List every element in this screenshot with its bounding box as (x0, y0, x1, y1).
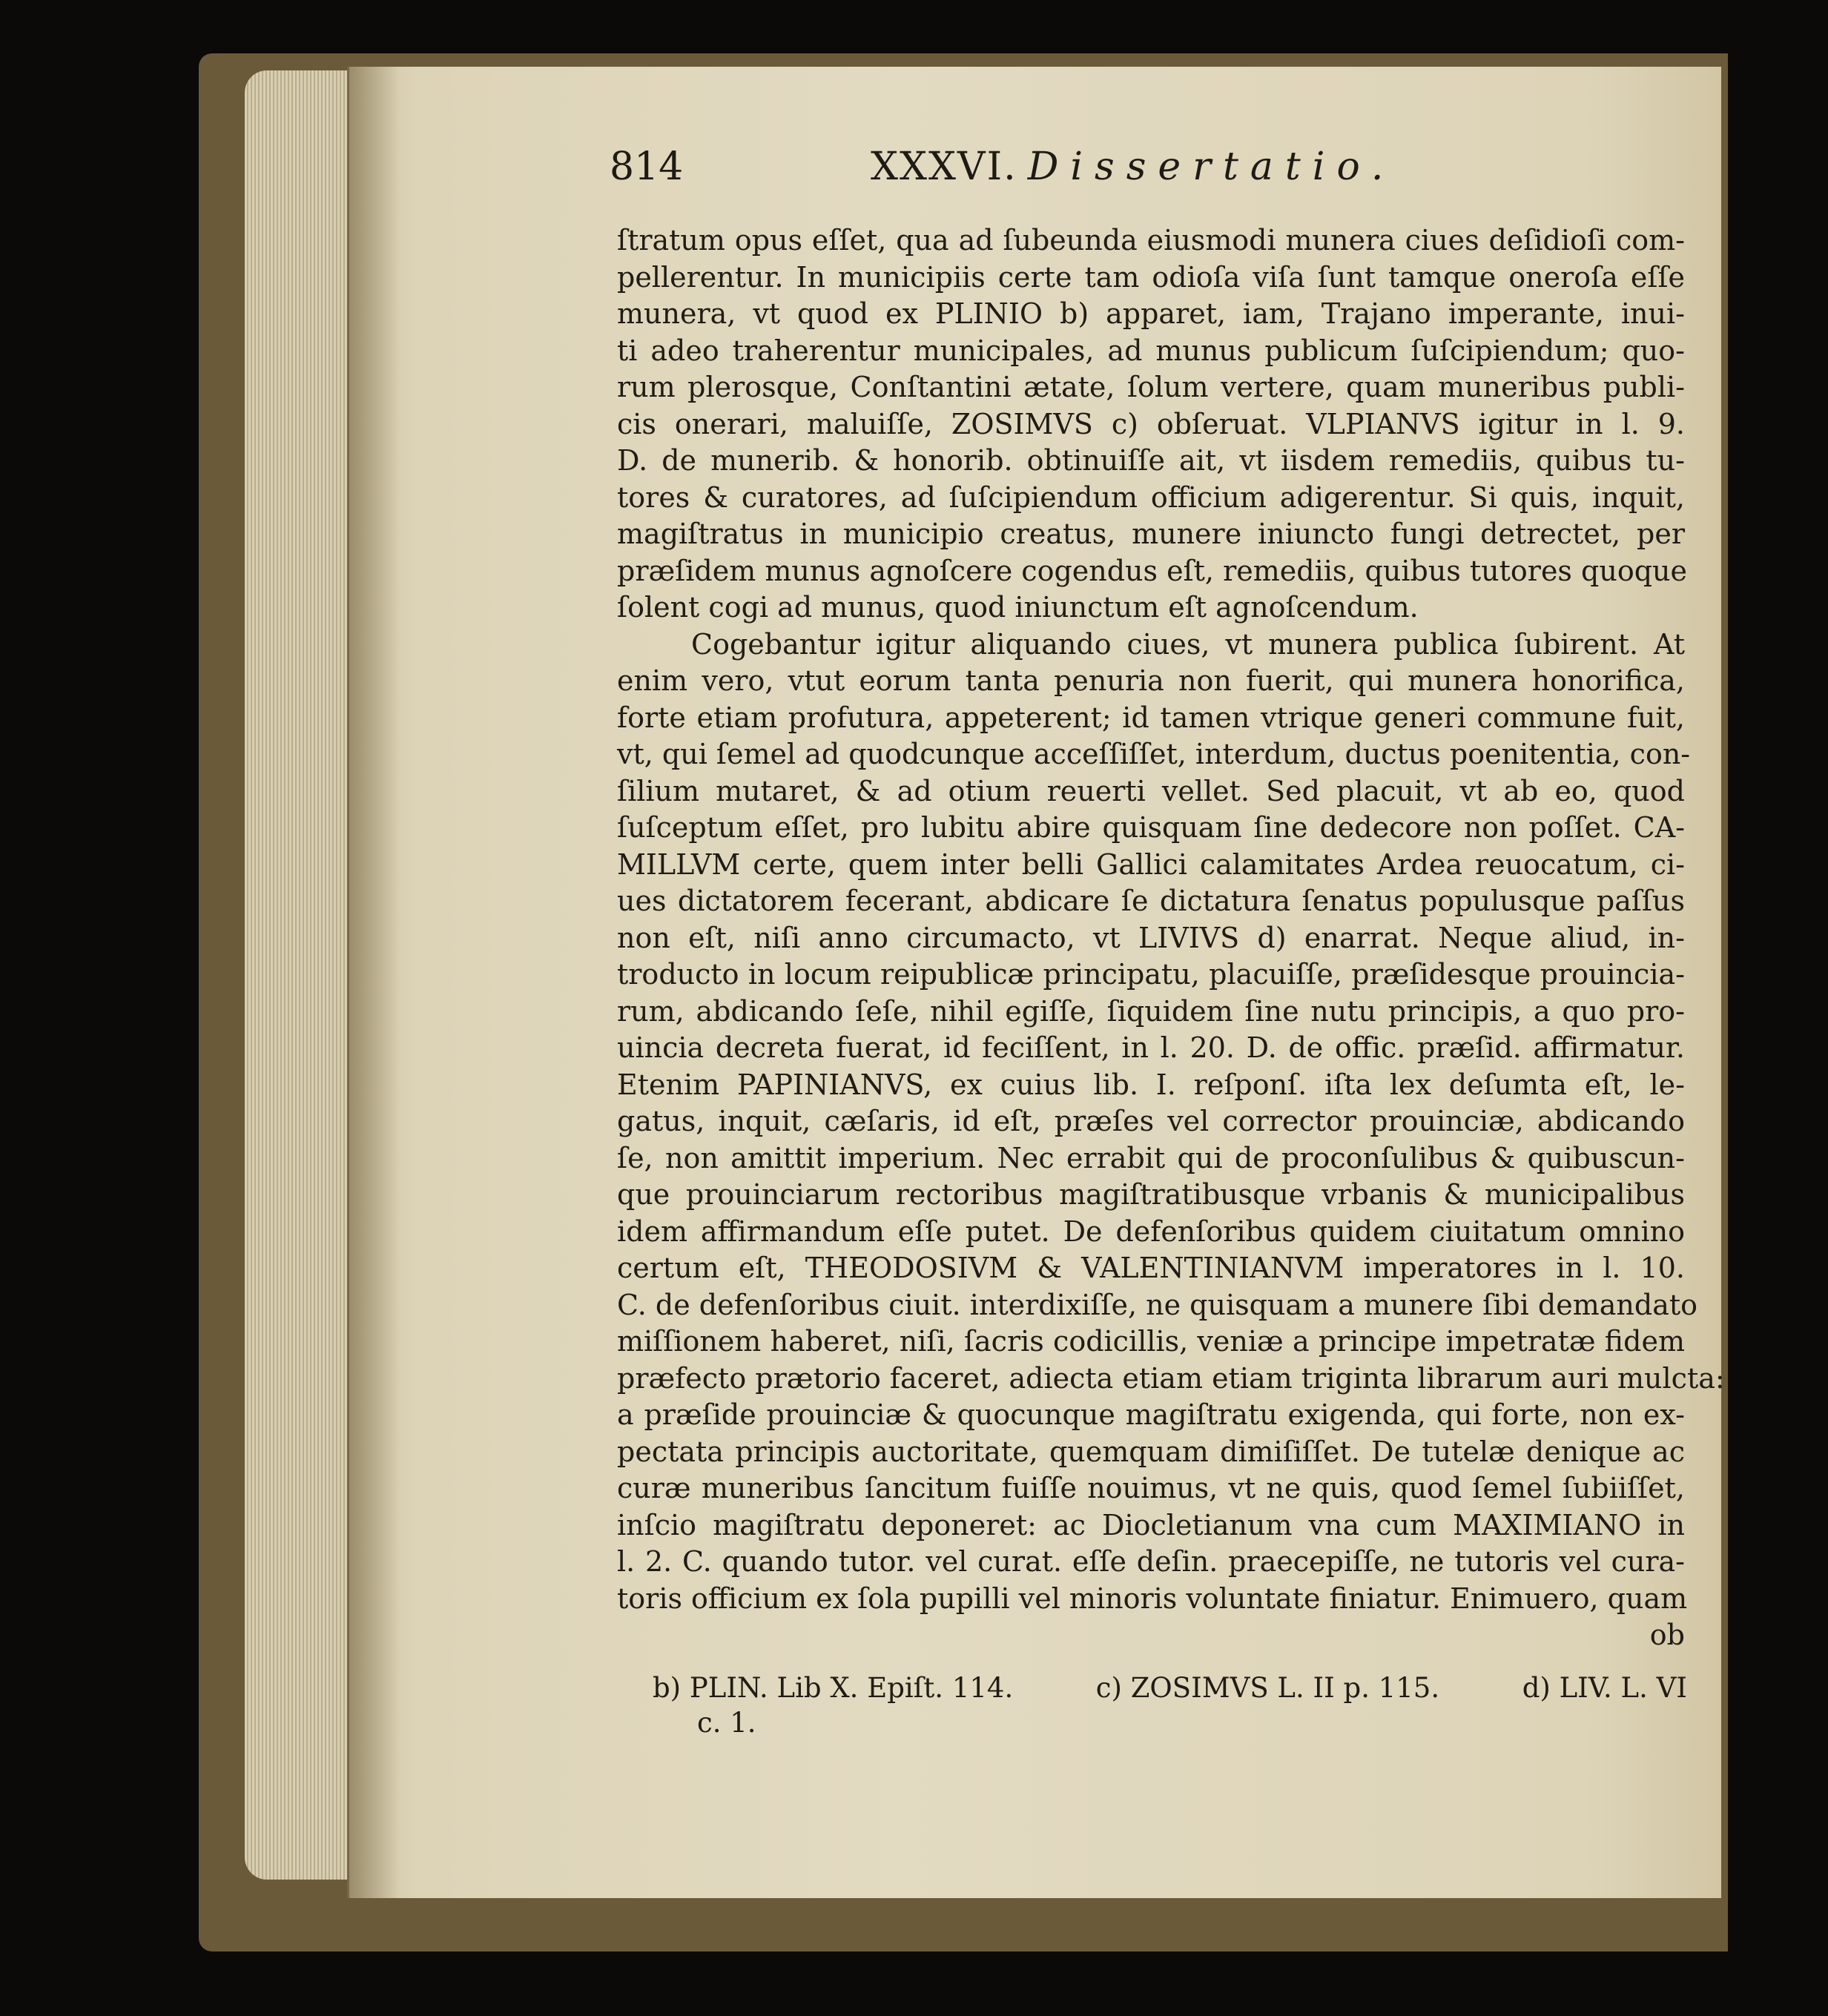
text-line: pellerentur. In municipiis certe tam odioſa viſa ſunt tamque oneroſa eſſe (617, 260, 1685, 294)
footnote-row (653, 1672, 1687, 1704)
text-line: cis onerari, maluiſſe, ZOSIMVS c) obſeruat. VLPIANVS igitur in l. 9. (617, 407, 1685, 440)
text-line: enim vero, vtut eorum tanta penuria non fuerit, qui munera honorifica, (617, 664, 1685, 697)
running-title-numeral: XXXVI. (871, 145, 1017, 189)
text-line: ſtratum opus eſſet, qua ad ſubeunda eiusmodi munera ciues deſidioſi com- (617, 224, 1685, 257)
text-line: magiſtratus in municipio creatus, munere iniuncto fungi detrectet, per (617, 518, 1685, 550)
footnote-b: b) PLIN. Lib X. Epiſt. 114. (653, 1672, 1014, 1704)
text-line: tores & curatores, ad ſuſcipiendum officium adigerentur. Si quis, inquit, (617, 480, 1685, 514)
text-line: præfecto prætorio faceret, adiecta etiam etiam triginta librarum auri mulcta: (617, 1361, 1725, 1395)
text-line: idem affirmandum eſſe putet. De defenſoribus quidem ciuitatum omnino (617, 1214, 1685, 1248)
catchword: ob (1649, 1619, 1685, 1651)
text-line: MILLVM certe, quem inter belli Gallici calamitates Ardea reuocatum, ci- (617, 847, 1685, 881)
text-line: que prouinciarum rectoribus magiſtratibusque vrbanis & municipalibus (617, 1178, 1685, 1211)
text-line: non eſt, niſi anno circumacto, vt LIVIVS d) enarrat. Neque aliud, in- (617, 921, 1685, 954)
text-line: miſſionem haberet, niſi, ſacris codicillis, veniæ a principe impetratæ fidem (617, 1325, 1685, 1358)
text-line: Etenim PAPINIANVS, ex cuius lib. I. reſponſ. iſta lex deſumta eſt, le- (617, 1068, 1685, 1101)
page-number: 814 (610, 145, 684, 189)
spine-shadow (347, 67, 399, 1898)
text-line: forte etiam profutura, appeterent; id tamen vtrique generi commune fuit, (617, 701, 1685, 734)
text-line: C. de defenſoribus ciuit. interdixiſſe, ne quisquam a munere ſibi demandato (617, 1288, 1698, 1321)
footnotes (653, 1672, 1687, 1739)
text-line: ſolent cogi ad munus, quod iniunctum eſt agnoſcendum. (617, 591, 1419, 624)
text-line: ſuſceptum eſſet, pro lubitu abire quisquam ſine dedecore non poſſet. CA- (617, 811, 1685, 844)
text-line: curæ muneribus ſancitum fuiſſe nouimus, vt ne quis, quod ſemel ſubiiſſet, (617, 1472, 1685, 1504)
page-header (610, 145, 1685, 204)
text-line: certum eſt, THEODOSIVM & VALENTINIANVM imperatores in l. 10. (617, 1252, 1685, 1284)
text-line: rum, abdicando ſeſe, nihil egiſſe, ſiquidem ſine nutu principis, a quo pro- (617, 994, 1685, 1028)
footnote-b-continuation: c. 1. (697, 1707, 756, 1739)
text-line: ſilium mutaret, & ad otium reuerti vellet. Sed placuit, vt ab eo, quod (617, 774, 1685, 807)
text-line: a præſide prouinciæ & quocunque magiſtratu exigenda, qui forte, non ex- (617, 1398, 1685, 1431)
text-line: toris officium ex ſola pupilli vel minoris voluntate finiatur. Enimuero, quam (617, 1582, 1688, 1615)
text-line: Cogebantur igitur aliquando ciues, vt munera publica ſubirent. At (691, 627, 1685, 661)
text-line: ti adeo traherentur municipales, ad munus publicum ſuſcipiendum; quo- (617, 334, 1685, 367)
running-title (871, 145, 1395, 189)
text-line: D. de munerib. & honorib. obtinuiſſe ait, vt iisdem remediis, quibus tu- (617, 444, 1685, 477)
text-line: pectata principis auctoritate, quemquam dimiſiſſet. De tutelæ denique ac (617, 1435, 1685, 1468)
text-line: munera, vt quod ex PLINIO b) apparet, iam, Trajano imperante, inui- (617, 297, 1685, 330)
text-line: inſcio magiſtratu deponeret: ac Diocletianum vna cum MAXIMIANO in (617, 1508, 1685, 1541)
text-line: troducto in locum reipublicæ principatu, placuiſſe, præſidesque prouincia- (617, 958, 1685, 991)
text-line: l. 2. C. quando tutor. vel curat. eſſe deſin. praecepiſſe, ne tutoris vel cura- (617, 1545, 1685, 1578)
text-line: ues dictatorem fecerant, abdicare ſe dictatura ſenatus populusque paſſus (617, 885, 1685, 917)
running-title-word: Dissertatio. (1027, 145, 1396, 189)
text-line: rum plerosque, Conſtantini ætate, ſolum vertere, quam muneribus publi- (617, 371, 1685, 403)
text-line: uincia decreta fuerat, id feciſſent, in l. 20. D. de offic. præſid. affirmatur. (617, 1031, 1685, 1064)
text-line: præſidem munus agnoſcere cogendus eſt, remediis, quibus tutores quoque (617, 554, 1687, 587)
page-edges (245, 70, 356, 1880)
footnote-c: c) ZOSIMVS L. II p. 115. (1095, 1672, 1440, 1704)
text-line: ſe, non amittit imperium. Nec errabit qui de proconſulibus & quibuscun- (617, 1141, 1685, 1174)
footnote-d: d) LIV. L. VI (1522, 1672, 1687, 1704)
text-line: gatus, inquit, cæſaris, id eſt, præſes vel corrector prouinciæ, abdicando (617, 1105, 1685, 1137)
text-line: vt, qui ſemel ad quodcunque acceſſiſſet, interdum, ductus poenitentia, con- (617, 738, 1691, 770)
body-text (617, 222, 1725, 1654)
